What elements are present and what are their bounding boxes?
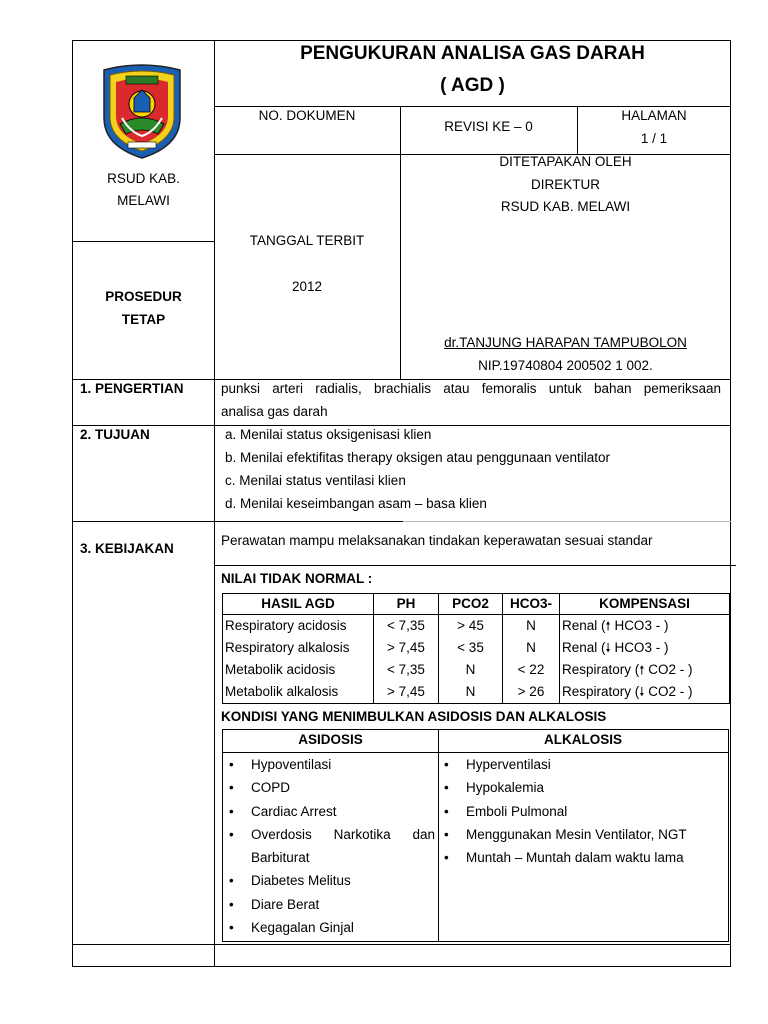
header-pco2: PCO2 [439, 594, 503, 615]
header-hasil-agd: HASIL AGD [223, 594, 374, 615]
cell-hasil: Respiratory alkalosis [223, 637, 374, 659]
list-item: • Hypokalemia [438, 776, 728, 799]
revision-label: REVISI KE – 0 [444, 119, 533, 134]
tujuan-divider [72, 521, 403, 522]
list-item: • Diare Berat [223, 893, 435, 916]
list-item: • Emboli Pulmonal [438, 800, 728, 823]
table-row [223, 615, 730, 638]
header-ph: PH [374, 594, 439, 615]
director-name: dr.TANJUNG HARAPAN TAMPUBOLON [444, 335, 687, 350]
list-item: • Muntah – Muntah dalam waktu lama [438, 846, 728, 869]
pengertian-label: 1. PENGERTIAN [80, 381, 184, 396]
abnormal-values-title: NILAI TIDAK NORMAL : [221, 571, 373, 586]
kompensasi-suffix: CO2 - ) [644, 684, 693, 699]
abnormal-values-table [222, 593, 730, 704]
issue-date-value: 2012 [291, 279, 323, 294]
cell-hco3: N [503, 637, 560, 659]
approval-line2: DIREKTUR [530, 177, 600, 192]
kebijakan-text: Perawatan mampu melaksanakan tindakan keperawatan sesuai standar [221, 533, 653, 548]
procedure-label-line1: PROSEDUR [105, 289, 182, 304]
procedure-label-line2: TETAP [121, 312, 166, 327]
arrow-down-icon: 🠗 [605, 641, 611, 655]
issue-date-label: TANGGAL TERBIT [249, 233, 365, 248]
header-hco3: HCO3- [503, 594, 560, 615]
approval-line3: RSUD KAB. MELAWI [500, 199, 631, 214]
kompensasi-suffix: HCO3 - ) [610, 618, 669, 633]
pengertian-divider [72, 425, 731, 426]
list-item: • Hypoventilasi [223, 753, 435, 776]
kompensasi-prefix: Respiratory ( [562, 684, 640, 699]
list-item: • Diabetes Melitus [223, 869, 435, 892]
border-top [72, 40, 731, 41]
list-item: • Menggunakan Mesin Ventilator, NGT [438, 823, 728, 846]
list-item: • Hyperventilasi [438, 753, 728, 776]
hospital-name-line1: RSUD KAB. [107, 171, 180, 186]
tujuan-item: c. Menilai status ventilasi klien [225, 473, 406, 488]
doc-number-label: NO. DOKUMEN [258, 108, 356, 123]
approval-line1: DITETAPAKAN OLEH [499, 154, 632, 169]
arrow-down-icon: 🠗 [639, 685, 645, 699]
table-row [223, 681, 730, 704]
cell-kompensasi [560, 681, 730, 704]
cell-hasil: Metabolik acidosis [223, 659, 374, 681]
cell-hco3: < 22 [503, 659, 560, 681]
cell-hco3: > 26 [503, 681, 560, 704]
asidosis-header: ASIDOSIS [223, 730, 439, 753]
hospital-name-line2: MELAWI [117, 193, 170, 208]
cell-kompensasi [560, 615, 730, 638]
cell-kompensasi [560, 659, 730, 681]
tujuan-divider-faint [403, 521, 731, 522]
list-item: • Overdosis Narkotika dan Barbiturat [223, 823, 435, 870]
header-kompensasi: KOMPENSASI [560, 594, 730, 615]
list-item: • Cardiac Arrest [223, 800, 435, 823]
cell-ph: > 7,45 [374, 681, 439, 704]
cell-ph: > 7,45 [374, 637, 439, 659]
conditions-table [222, 729, 729, 942]
cell-pco2: < 35 [439, 637, 503, 659]
tujuan-item: b. Menilai efektifitas therapy oksigen atau penggunaan ventilator [225, 450, 611, 465]
kompensasi-prefix: Renal ( [562, 618, 606, 633]
arrow-up-icon: 🠕 [639, 663, 645, 677]
kebijakan-label: 3. KEBIJAKAN [80, 541, 174, 556]
tujuan-label: 2. TUJUAN [80, 427, 150, 442]
cell-hasil: Respiratory acidosis [223, 615, 374, 638]
logo-procedure-divider [72, 241, 215, 242]
footer-divider [72, 944, 731, 945]
cell-pco2: N [439, 659, 503, 681]
kompensasi-suffix: CO2 - ) [644, 662, 693, 677]
list-item: • COPD [223, 776, 435, 799]
document-subtitle: ( AGD ) [440, 75, 505, 96]
alkalosis-header: ALKALOSIS [438, 730, 728, 753]
conditions-title: KONDISI YANG MENIMBULKAN ASIDOSIS DAN ALKALOSIS [221, 709, 607, 724]
list-item: • Kegagalan Ginjal [223, 916, 435, 939]
alkalosis-list [438, 753, 728, 869]
tujuan-item: d. Menilai keseimbangan asam – basa klien [225, 496, 487, 511]
title-divider [214, 106, 731, 107]
cell-hco3: N [503, 615, 560, 638]
hospital-logo [100, 62, 184, 160]
page-label: HALAMAN [621, 108, 687, 123]
header-section-divider [72, 379, 731, 380]
asidosis-list [223, 753, 435, 939]
cell-ph: < 7,35 [374, 659, 439, 681]
kompensasi-suffix: HCO3 - ) [610, 640, 669, 655]
table-header-row [223, 594, 730, 615]
kebijakan-divider [214, 565, 736, 566]
cell-ph: < 7,35 [374, 615, 439, 638]
cell-hasil: Metabolik alkalosis [223, 681, 374, 704]
director-nip: NIP.19740804 200502 1 002. [478, 358, 653, 373]
document-title: PENGUKURAN ANALISA GAS DARAH [300, 43, 645, 64]
kompensasi-prefix: Renal ( [562, 640, 606, 655]
tujuan-item: a. Menilai status oksigenisasi klien [225, 427, 432, 442]
kompensasi-prefix: Respiratory ( [562, 662, 640, 677]
pengertian-text-line2: analisa gas darah [221, 404, 328, 419]
arrow-up-icon: 🠕 [605, 619, 611, 633]
table-row [223, 637, 730, 659]
cell-pco2: > 45 [439, 615, 503, 638]
cell-kompensasi [560, 637, 730, 659]
page-value: 1 / 1 [640, 131, 668, 146]
border-bottom [72, 966, 731, 967]
cell-pco2: N [439, 681, 503, 704]
table-row [223, 659, 730, 681]
pengertian-text-line1: punksi arteri radialis, brachialis atau femoralis untuk bahan pemeriksaan [221, 381, 721, 396]
